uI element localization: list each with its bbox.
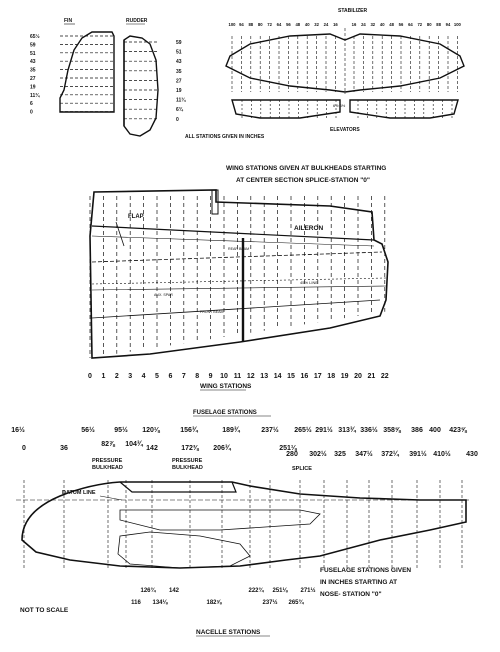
fuselage-station-mid: 142: [146, 445, 158, 452]
stabilizer-station-label: 16: [351, 22, 357, 27]
rudder-station-label: 59: [176, 40, 182, 46]
stabilizer-station-label: 56: [398, 22, 404, 27]
fuselage-station-top: 336½: [360, 427, 378, 434]
fuselage-station-top: 156¾: [180, 427, 198, 434]
fuselage-note-line2: IN INCHES STARTING AT: [320, 579, 398, 586]
wing-station-number: 11: [233, 373, 242, 380]
fuselage-station-top: 95½: [114, 427, 128, 434]
rudder-station-label: 0: [176, 116, 179, 123]
wing-45-line-label: 45% LINE: [300, 280, 319, 285]
wing-stations-caption: WING STATIONS: [200, 383, 252, 390]
nacelle-station-label: 222¾: [248, 588, 264, 594]
wing-title-line1: WING STATIONS GIVEN AT BULKHEADS STARTING: [226, 165, 387, 172]
fuselage-station-top: 16½: [11, 427, 25, 434]
wing-station-number: 13: [260, 373, 269, 380]
stabilizer-station-label: 24: [323, 22, 329, 27]
stabilizer-station-label: 48: [295, 22, 301, 27]
rudder-outline: [124, 36, 158, 136]
fuselage-station-mid: 104¾: [125, 441, 143, 448]
fuselage-station-mid: 325: [334, 451, 346, 458]
front-beam-label: FRONT BEAM: [200, 310, 224, 314]
fin-station-label: 43: [30, 59, 36, 66]
stabilizer-station-label: 64: [408, 22, 413, 27]
wing-station-number: 7: [181, 373, 186, 380]
nacelle-stations-caption: NACELLE STATIONS: [196, 629, 261, 636]
stabilizer-station-label: 32: [370, 22, 376, 27]
nacelle-station-label: 265¾: [288, 600, 304, 606]
nacelle-station-label: 237½: [262, 600, 278, 606]
wing-station-number: 15: [287, 373, 295, 380]
aux-spar-line: [92, 286, 386, 290]
rudder-station-label: 6¾: [176, 107, 183, 114]
fin-station-label: 19: [30, 84, 36, 91]
fin-outline: [60, 32, 114, 112]
stabilizer-station-label: 80: [257, 22, 263, 27]
fuselage-title: FUSELAGE STATIONS: [193, 410, 257, 416]
wing-station-number: 19: [340, 373, 349, 380]
fuselage-station-mid: 347½: [355, 451, 373, 458]
wing-station-number: 0: [88, 373, 92, 380]
fuselage-station-top: 120⅛: [142, 427, 160, 434]
stabilizer-station-label: 16: [333, 22, 338, 27]
fin-station-label: 6: [30, 101, 33, 108]
fuselage-station-mid: 430: [466, 451, 478, 458]
stabilizer-station-label: 64: [276, 22, 282, 27]
fuselage-station-mid: 206¾: [213, 445, 231, 452]
aileron-label: AILERON: [294, 225, 324, 232]
datum-line-label: DATUM LINE: [62, 490, 96, 496]
nacelle-outline: [118, 532, 250, 568]
wing-station-number: 5: [155, 373, 159, 380]
fuselage-station-top: 313¾: [338, 427, 356, 434]
empennage-group: [30, 8, 464, 140]
fin-station-label: 0: [30, 109, 33, 116]
wing-station-number: 2: [114, 373, 119, 380]
rudder-station-label: 11¾: [176, 97, 186, 104]
stabilizer-station-label: 24: [361, 22, 366, 27]
fuselage-station-mid: 36: [60, 445, 68, 452]
stabilizer-station-label: 72: [267, 22, 272, 27]
aux-spar-label: AUX. SPAR: [154, 293, 173, 297]
wing-station-number: 1: [101, 373, 106, 380]
stabilizer-station-label: 88: [436, 22, 441, 27]
not-to-scale-label: NOT TO SCALE: [20, 607, 69, 614]
wing-station-number: 14: [273, 373, 282, 380]
wing-station-number: 4: [141, 373, 146, 380]
rear-beam-label: REAR BEAM: [228, 247, 250, 251]
pressure-bulkhead-label-1: PRESSURE BULKHEAD: [92, 458, 123, 471]
fuselage-station-top: 265½: [294, 427, 312, 434]
stabilizer-station-label: 100: [453, 22, 461, 27]
pressure-bulkhead-label-2: PRESSURE BULKHEAD: [172, 458, 203, 471]
nacelle-station-labels: [131, 587, 315, 606]
wing-station-number: 16: [300, 373, 309, 380]
front-beam-line: [92, 300, 380, 318]
stabilizer-station-label: 32: [314, 22, 319, 27]
wing-station-numbers: [88, 373, 389, 380]
fuselage-station-top: 237½: [261, 427, 279, 434]
fuselage-station-labels-mid: [22, 440, 478, 458]
wing-station-number: 3: [128, 373, 133, 380]
stabilizer-label: STABILIZER: [338, 8, 368, 14]
elevator-center-label: 6½ 6½: [333, 103, 346, 108]
fuselage-station-top: 400: [429, 427, 441, 434]
stabilizer-station-label: 48: [389, 22, 394, 27]
splice-label: SPLICE: [292, 466, 312, 472]
fuselage-station-top: 358⅝: [383, 427, 401, 434]
wing-station-number: 10: [220, 373, 228, 380]
stabilizer-station-label: 40: [379, 22, 385, 27]
nacelle-station-label: 182⅝: [206, 600, 222, 606]
wing-station-number: 9: [208, 373, 213, 380]
fin-station-label: 65½: [30, 34, 40, 40]
stabilizer-station-labels: [229, 22, 462, 27]
fuselage-station-labels-top: [11, 426, 468, 434]
stabilizer-station-label: 72: [417, 22, 423, 27]
wing-station-number: 22: [380, 373, 389, 380]
elevators-label: ELEVATORS: [330, 127, 360, 133]
nacelle-station-label: 134⅛: [152, 600, 168, 606]
stabilizer-station-label: 94: [239, 22, 244, 27]
fin-label: FIN: [64, 18, 73, 24]
empennage-note: ALL STATIONS GIVEN IN INCHES: [185, 134, 265, 140]
wing-45-line: [92, 278, 386, 284]
nacelle-station-label: 126¾: [140, 588, 156, 594]
rudder-station-labels: [176, 40, 186, 123]
nacelle-station-label: 271½: [300, 588, 316, 594]
stabilizer-station-label: 100: [228, 22, 236, 27]
wing-group: [88, 165, 389, 390]
fuselage-station-top: 291½: [315, 427, 333, 434]
rudder-station-label: 19: [176, 88, 182, 94]
nacelle-station-label: 251⅛: [272, 588, 288, 594]
wing-title-line2: AT CENTER SECTION SPLICE-STATION "0": [236, 177, 371, 184]
fuselage-station-top: 386: [411, 427, 423, 434]
fin-station-label: 51: [30, 50, 36, 57]
fuselage-station-top: 423⅝: [449, 427, 467, 434]
rear-beam-line: [92, 252, 382, 262]
wing-rib-lines: [90, 196, 385, 358]
fin-rib-lines: [60, 36, 114, 112]
fuselage-station-mid: 280: [286, 451, 298, 458]
fuselage-note-line3: NOSE- STATION "0": [320, 591, 382, 598]
stabilizer-station-label: 80: [426, 22, 432, 27]
wing-station-number: 8: [195, 373, 200, 380]
rudder-station-label: 27: [176, 78, 182, 85]
fuselage-station-mid: 391½: [409, 451, 427, 458]
fuselage-station-mid: 302½: [309, 451, 327, 458]
rudder-station-label: 35: [176, 68, 182, 75]
wing-station-number: 6: [168, 373, 173, 380]
wing-station-number: 12: [246, 373, 255, 380]
wing-station-number: 21: [367, 373, 376, 380]
stabilizer-station-label: 94: [445, 22, 451, 27]
fin-station-label: 11¾: [30, 92, 40, 99]
flap-label: FLAP: [128, 214, 144, 220]
fuselage-group: [11, 410, 478, 636]
nacelle-station-label: 116: [131, 600, 141, 606]
fuselage-station-mid: 0: [22, 445, 26, 452]
fin-station-label: 59: [30, 42, 36, 49]
fin-station-label: 27: [30, 76, 36, 82]
wing-station-number: 18: [327, 373, 336, 380]
wing-station-number: 20: [354, 373, 362, 380]
elevator-right-outline: [350, 100, 458, 118]
fuselage-station-top: 56½: [81, 427, 95, 434]
stabilizer-station-label: 88: [248, 22, 254, 27]
rudder-station-label: 43: [176, 59, 182, 66]
stabilizer-station-label: 56: [286, 22, 291, 27]
fuselage-note-line1: FUSELAGE STATIONS GIVEN: [320, 567, 412, 574]
fuselage-station-mid: 410½: [433, 451, 451, 458]
fuselage-station-mid: 372¼: [381, 451, 399, 458]
stabilizer-station-label: 40: [304, 22, 310, 27]
fuselage-station-mid: 172⅜: [181, 445, 199, 452]
fin-station-labels: [30, 33, 40, 116]
fin-station-label: 35: [30, 67, 36, 74]
fuselage-station-mid: 251⅛: [279, 445, 297, 452]
elevator-rib-lines: [242, 100, 452, 118]
rudder-station-label: 51: [176, 49, 182, 56]
fuselage-station-top: 189¾: [222, 427, 240, 434]
nacelle-station-label: 142: [168, 588, 180, 594]
fuselage-station-mid: 82⅞: [101, 441, 115, 448]
rudder-label: RUDDER: [126, 18, 148, 24]
elevator-left-outline: [232, 100, 340, 118]
wing-station-number: 17: [313, 373, 322, 380]
